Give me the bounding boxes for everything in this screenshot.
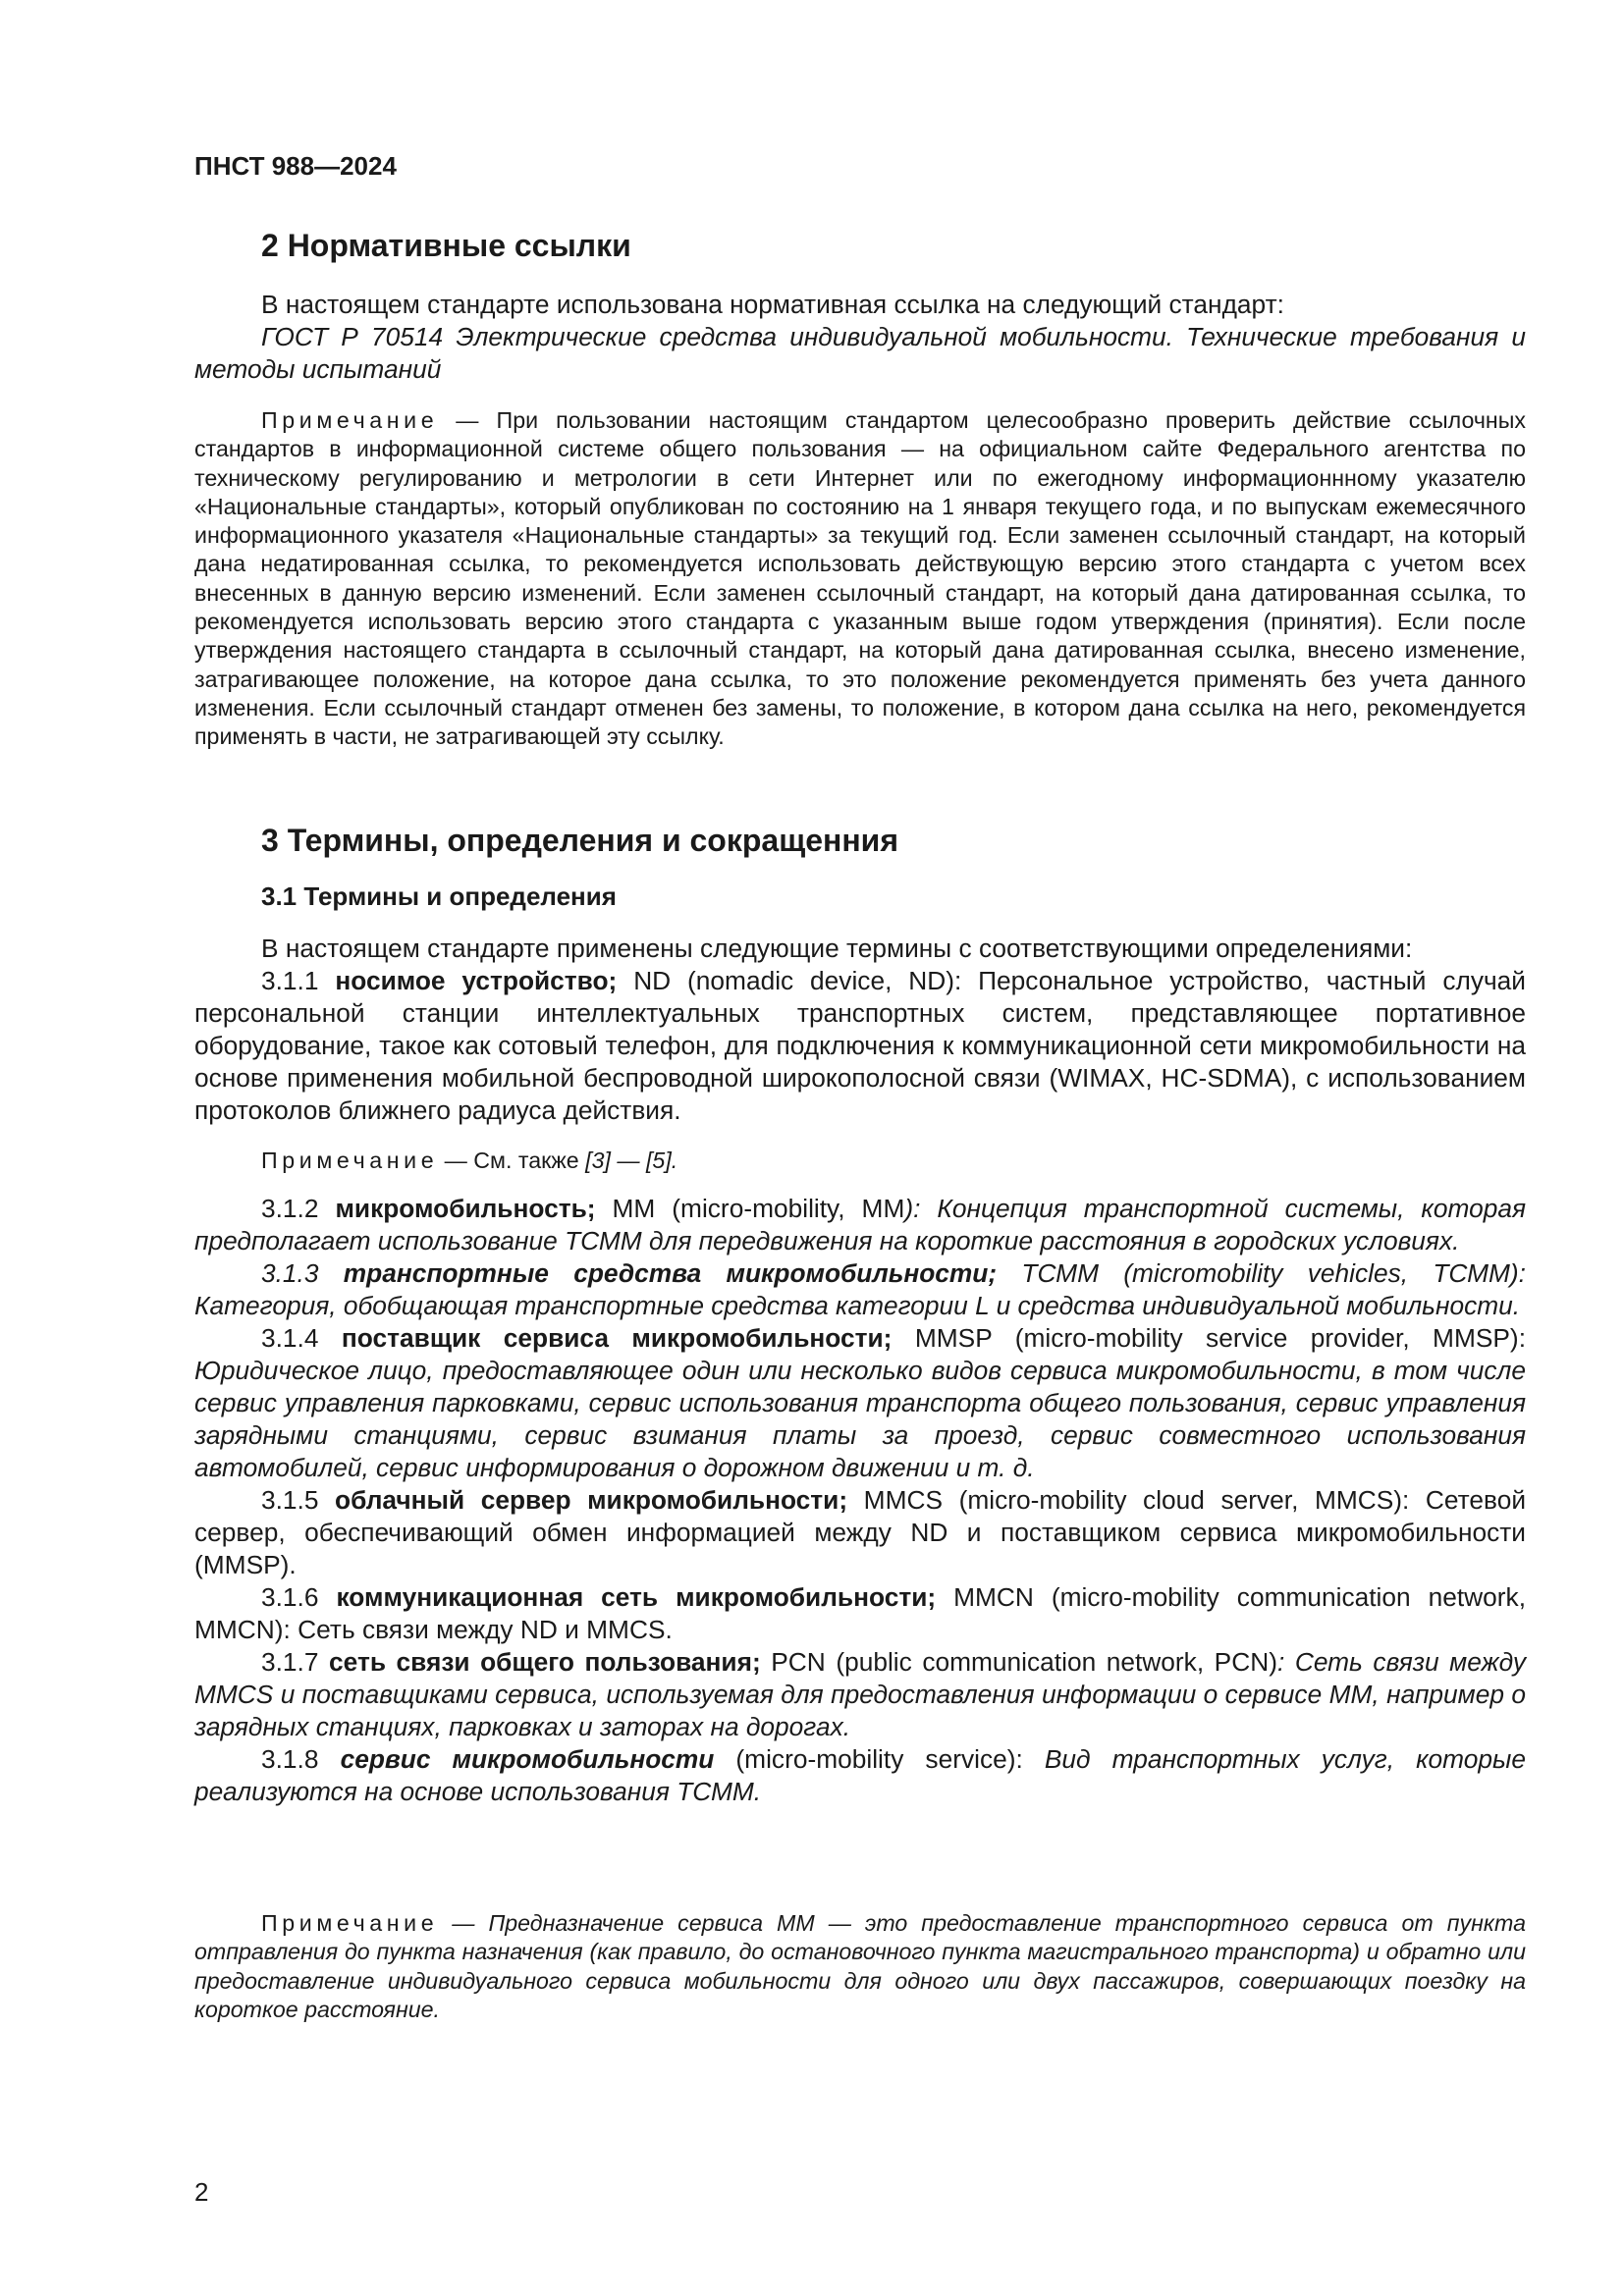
term-3-1-7-name: сеть связи общего пользования; (329, 1647, 761, 1677)
note-1: Примечание — См. также [3] — [5]. (261, 1148, 678, 1173)
term-3-1-1: 3.1.1 носимое устройство; ND (nomadic device, ND): Персональное устройство, частный случай персональной станции интеллектуальных транспортных систем, представляющее портативное оборудование, такое как сотовый телефон, для подключения к коммуникационной сети микромобильности на основе применения мобильной беспроводной широкополосной связи (WIMAX, HC-SDMA), с использованием протоколов ближнего радиуса действия. (194, 966, 1526, 1125)
term-3-1-6: 3.1.6 коммуникационная сеть микромобильности; MMCN (micro-mobility communication network, MMCN): Сеть связи между ND и MMCS. (194, 1582, 1527, 1644)
section-2-note (194, 406, 1526, 752)
term-3-1-4: 3.1.4 поставщик сервиса микромобильности; MMSP (micro-mobility service provider, MMSP): Юридическое лицо, предоставляющее один или несколько видов сервиса микромобильности, в том числе сервис управления парковками, сервис использования транспорта общего пользования, сервис управления зарядными станциями, сервис взимания платы за проезд, сервис совместного использования автомобилей, сервис информирования о дорожном движении и т. д. (194, 1323, 1526, 1482)
term-3-1-3-name: транспортные средства микромобильности; (343, 1258, 998, 1288)
normative-reference: ГОСТ Р 70514 Электрические средства индивидуальной мобильности. Технические требования и методы испытаний (194, 322, 1526, 384)
note-label: Примечание (261, 1910, 439, 1936)
note-text: — При пользовании настоящим стандартом целесообразно проверить действие ссылочных стандартов в информационной системе общего пользования — на официальном сайте Федерального агентства по техническому регулированию и метрологии в сети Интернет или по ежегодному информационнному указателю «Национальные стандарты», который опубликован по состоянию на 1 января текущего года, и по выпускам ежемесячного информационного указателя «Национальные стандарты» за текущий год. Если заменен ссылочный стандарт, на который дана недатированная ссылка, то рекомендуется использовать действующую версию этого стандарта с учетом всех внесенных в данную версию изменений. Если заменен ссылочный стандарт, на который дана датированная ссылка, то рекомендуется использовать версию этого стандарта с указанным выше годом утверждения (принятия). Если после утверждения настоящего стандарта в ссылочный стандарт, на который дана датированная ссылка, внесено изменение, затрагивающее положение, на которое дана ссылка, то это положение рекомендуется применять без учета данного изменения. Если ссылочный стандарт отменен без замены, то положение, в котором дана ссылка на него, рекомендуется применять в части, не затрагивающей эту ссылку. (194, 407, 1526, 750)
note-label: Примечание (261, 1148, 439, 1173)
note-reference: [3] — [5]. (585, 1148, 678, 1173)
section-3-1-body (194, 933, 1526, 1127)
term-3-1-7: 3.1.7 сеть связи общего пользования; PCN (public communication network, PCN): Сеть связи между MMCS и поставщиками сервиса, используемая для предоставления информации о сервисе ММ, например о зарядных станциях, парковках и заторах на дорогах. (194, 1647, 1527, 1741)
term-3-1-2: 3.1.2 микромобильность; MM (micro-mobility, MM): Концепция транспортной системы, которая предполагает использование ТСММ для передвижения на короткие расстояния в городских условиях. (194, 1194, 1527, 1255)
section-2-intro: В настоящем стандарте использована нормативная ссылка на следующий стандарт: (261, 290, 1284, 319)
document-page (194, 0, 1526, 2296)
page-number: 2 (194, 2177, 209, 2207)
term-3-1-8: 3.1.8 сервис микромобильности (micro-mobility service): Вид транспортных услуг, которые реализуются на основе использования ТСММ. (194, 1744, 1526, 1806)
term-3-1-5-name: облачный сервер микромобильности; (335, 1485, 848, 1515)
term-3-1-1-name: носимое устройство; (335, 966, 618, 995)
section-2-title: 2 Нормативные ссылки (261, 228, 631, 263)
section-3-1-title: 3.1 Термины и определения (261, 881, 617, 911)
section-3-intro: В настоящем стандарте применены следующие термины с соответствующими определениями: (261, 934, 1413, 963)
term-3-1-5: 3.1.5 облачный сервер микромобильности; MMCS (micro-mobility cloud server, MMCS): Сетевой сервер, обеспечивающий обмен информацией между ND и поставщиком сервиса микромобильности (MMSP). (194, 1485, 1527, 1579)
term-3-1-8-name: сервис микромобильности (340, 1744, 715, 1774)
document-code: ПНСТ 988—2024 (194, 151, 397, 181)
term-3-1-4-name: поставщик сервиса микромобильности; (341, 1323, 893, 1353)
terms-list (194, 1193, 1526, 1808)
note-2: Примечание — Предназначение сервиса ММ — это предоставление транспортного сервиса от пункта отправления до пункта назначения (как правило, до остановочного пункта магистрального транспорта) и обратно или предоставление индивидуального сервиса мобильности для одного или двух пассажиров, совершающих поездку на короткое расстояние. (194, 1910, 1526, 2022)
term-3-1-6-name: коммуникационная сеть микромобильности; (336, 1582, 937, 1612)
term-3-1-2-name: микромобильность; (335, 1194, 596, 1223)
term-3-1-3: 3.1.3 транспортные средства микромобильности; ТСММ (micromobility vehicles, ТСММ): Категория, обобщающая транспортные средства категории L и средства индивидуальной мобильности. (194, 1258, 1526, 1320)
section-2-body (194, 289, 1526, 386)
section-3-title: 3 Термины, определения и сокращенния (261, 823, 898, 858)
note-label: Примечание (261, 407, 439, 433)
